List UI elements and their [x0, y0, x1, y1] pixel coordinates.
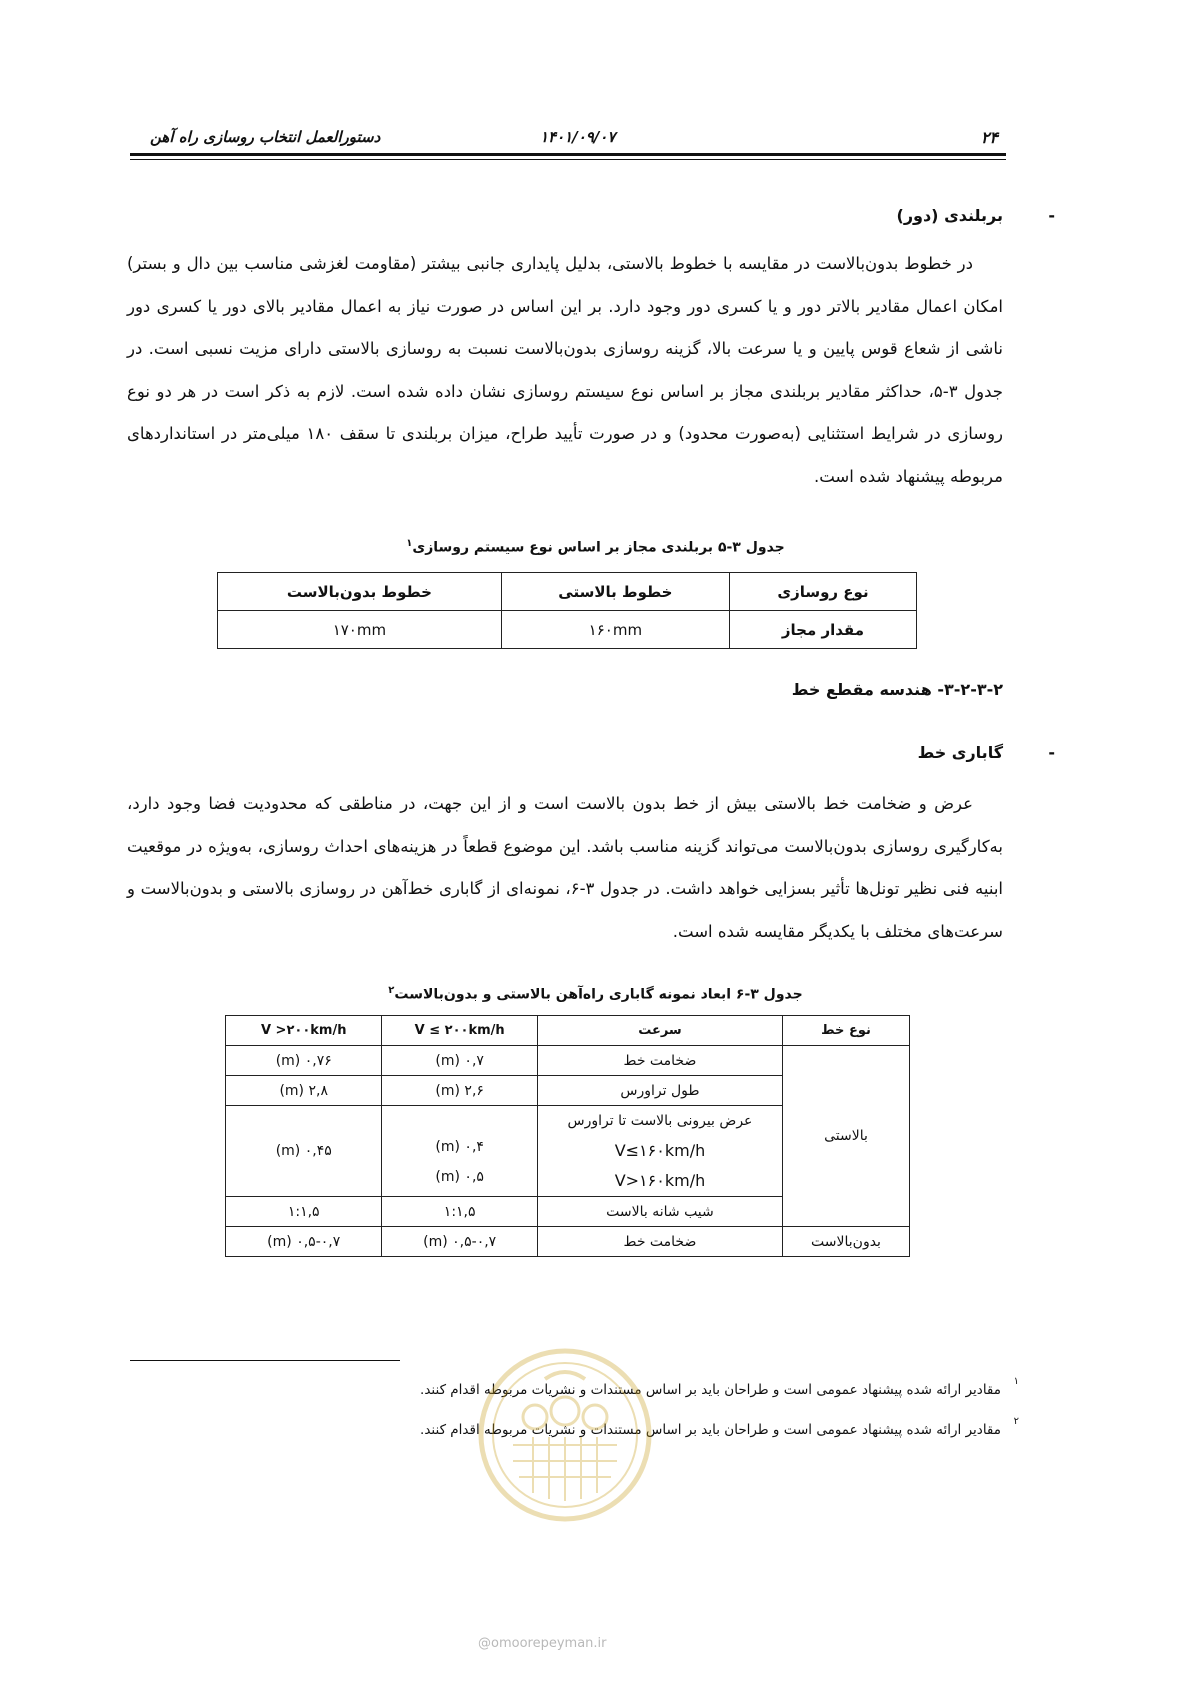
- header-speed-low: V ≤ ۲۰۰km/h: [414, 1023, 505, 1038]
- table-cell-value: ۰,۵ (m): [435, 1169, 484, 1185]
- bullet-dash: -: [1048, 206, 1055, 225]
- row-label: طول تراورس: [537, 1076, 782, 1106]
- superelevation-heading-text: بربلندی (دور): [896, 206, 1003, 225]
- table2-caption: [0, 985, 1191, 1003]
- track-geometry-heading: ۳-۲-۳-۲- هندسه مقطع خط: [791, 680, 1003, 699]
- table-cell: ۱۶۰mm: [501, 611, 729, 649]
- table1-caption: [0, 538, 1191, 556]
- superelevation-heading: [896, 206, 1055, 225]
- header-rule-thick: [130, 153, 1006, 156]
- table-cell: ۱۷۰mm: [218, 611, 502, 649]
- header-document-title: دستورالعمل انتخاب روسازی راه آهن: [150, 128, 381, 146]
- header-rule-thin: [130, 159, 1006, 160]
- table-cell: ۱:۱,۵: [226, 1197, 382, 1227]
- superelevation-paragraph-text: در خطوط بدون‌بالاست در مقایسه با خطوط بالاستی، بدلیل پایداری جانبی بیشتر (مقاومت لغزشی مناسب بین دال و بستر) امکان اعمال مقادیر بالاتر دور و یا کسری دور وجود دارد. بر این اساس در صورت نیاز به اعمال مقادیر بالای دور یا کسری دور ناشی از شعاع قوس پایین و یا سرعت بالا، گزینه روسازی بدون‌بالاست نسبت به روسازی بالاستی دارای مزیت نسبی است. در جدول ۳-۵، حداکثر مقادیر بربلندی مجاز بر اساس نوع سیستم روسازی نشان داده شده است. لازم به ذکر است در هر دو نوع روسازی در شرایط استثنایی (به‌صورت محدود) و در صورت تأیید طراح، میزان بربلندی تا سقف ۱۸۰ میلی‌متر در استانداردهای مربوطه پیشنهاد شده است.: [127, 254, 1004, 486]
- row-sublabel: V>۱۶۰km/h: [614, 1171, 706, 1190]
- table-cell: ۰,۴۵ (m): [226, 1106, 382, 1197]
- footnote-rule: [130, 1360, 400, 1361]
- table-cell: [382, 1106, 537, 1197]
- table-header-cell: سرعت: [537, 1016, 782, 1046]
- table-header-cell: نوع روسازی: [729, 573, 916, 611]
- footnote-mark: ۱: [1013, 1376, 1019, 1387]
- row-sublabel: V≤۱۶۰km/h: [614, 1141, 706, 1160]
- table-row: [226, 1227, 910, 1257]
- table-row: [226, 1046, 910, 1076]
- superelevation-paragraph: [127, 243, 1003, 498]
- table-header-cell: [382, 1016, 537, 1046]
- watermark-url: @omoorepeyman.ir: [478, 1636, 607, 1651]
- track-gauge-paragraph-text: عرض و ضخامت خط بالاستی بیش از خط بدون بالاست است و از این جهت، در مناطقی که محدودیت فضا وجود دارد، به‌کارگیری روسازی بدون‌بالاست می‌تواند گزینه مناسب باشد. این موضوع قطعاً در هزینه‌های احداث روسازی، به‌ویژه در موقعیت ابنیه فنی نظیر تونل‌ها تأثیر بسزایی خواهد داشت. در جدول ۳-۶، نمونه‌ای از گاباری خط‌آهن در روسازی بالاستی و بدون‌بالاست و سرعت‌های مختلف با یکدیگر مقایسه شده است.: [127, 794, 1004, 941]
- track-gauge-paragraph: [127, 783, 1003, 953]
- footnote-text: مقادیر ارائه شده پیشنهاد عمومی است و طراحان باید بر اساس مستندات و نشریات مربوطه اقدام کنند.: [420, 1382, 1001, 1398]
- table-header-row: [226, 1016, 910, 1046]
- table-cell: ۰,۷۶ (m): [226, 1046, 382, 1076]
- table-cell: ۱:۱,۵: [382, 1197, 537, 1227]
- table2-footnote-mark: ۲: [388, 985, 395, 996]
- table-cell: ۰,۵-۰,۷ (m): [226, 1227, 382, 1257]
- table-header-cell: خطوط بدون‌بالاست: [218, 573, 502, 611]
- bullet-dash: -: [1048, 743, 1055, 762]
- table-cell: ۰,۷ (m): [382, 1046, 537, 1076]
- row-label: عرض بیرونی بالاست تا تراورس: [567, 1113, 753, 1129]
- table-cell: ۰,۵-۰,۷ (m): [382, 1227, 537, 1257]
- table-header-cell: نوع خط: [783, 1016, 910, 1046]
- superelevation-table: [217, 572, 917, 649]
- ballasted-group-label: بالاستی: [783, 1046, 910, 1227]
- gauge-dimensions-table: [225, 1015, 910, 1257]
- slab-group-label: بدون‌بالاست: [783, 1227, 910, 1257]
- table-header-cell: خطوط بالاستی: [501, 573, 729, 611]
- footnote-mark: ۲: [1013, 1416, 1019, 1427]
- track-gauge-heading: [917, 743, 1055, 762]
- footnote-text: مقادیر ارائه شده پیشنهاد عمومی است و طراحان باید بر اساس مستندات و نشریات مربوطه اقدام کنند.: [420, 1422, 1001, 1438]
- table-cell: ۲,۸ (m): [226, 1076, 382, 1106]
- table-row: [218, 611, 917, 649]
- track-gauge-heading-text: گاباری خط: [917, 743, 1003, 762]
- header-speed-high: V >۲۰۰km/h: [260, 1023, 347, 1038]
- table-header-cell: [226, 1016, 382, 1046]
- page-number: ۲۴: [980, 128, 998, 147]
- table-cell: ۲,۶ (m): [382, 1076, 537, 1106]
- page-header: [130, 128, 1006, 154]
- table-cell-value: ۰,۴ (m): [435, 1139, 484, 1155]
- watermark-seal-icon: [475, 1345, 655, 1525]
- row-label: شیب شانه بالاست: [537, 1197, 782, 1227]
- table1-footnote-mark: ۱: [406, 538, 413, 549]
- header-date: ۱۴۰۱/۰۹/۰۷: [540, 128, 616, 146]
- table-row-label: مقدار مجاز: [729, 611, 916, 649]
- row-label: ضخامت خط: [537, 1227, 782, 1257]
- table-header-row: [218, 573, 917, 611]
- table2-caption-text: جدول ۳-۶ ابعاد نمونه گاباری راه‌آهن بالاستی و بدون‌بالاست: [394, 986, 803, 1003]
- row-label-multiline: [537, 1106, 782, 1197]
- row-label: ضخامت خط: [537, 1046, 782, 1076]
- table1-caption-text: جدول ۳-۵ بربلندی مجاز بر اساس نوع سیستم روسازی: [412, 539, 785, 556]
